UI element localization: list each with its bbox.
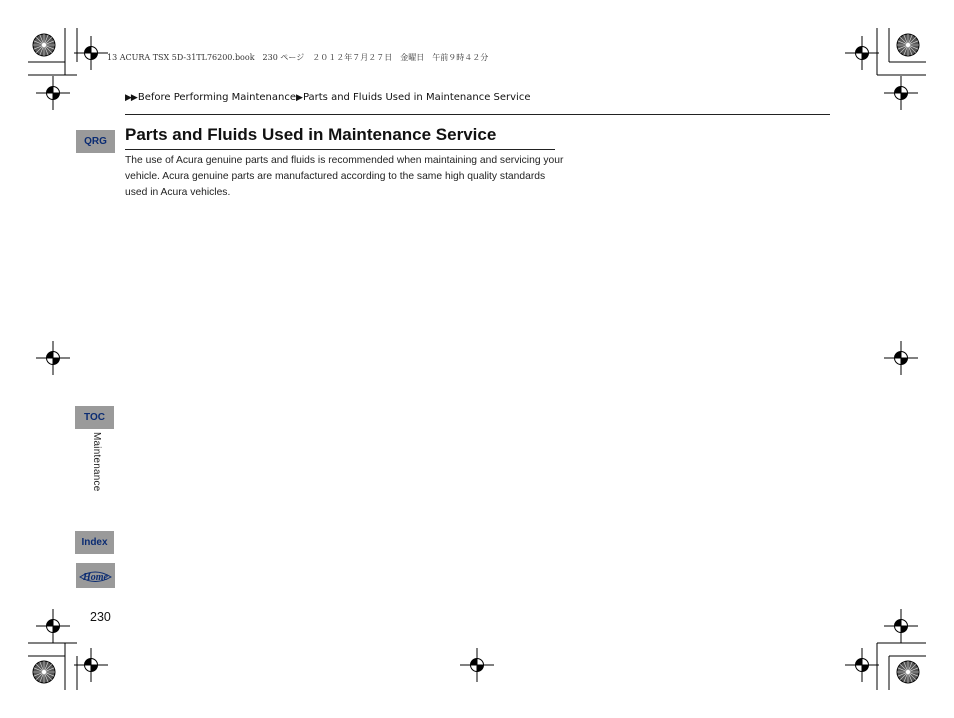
index-tab[interactable]: Index [75, 531, 114, 554]
chapter-side-label: Maintenance [91, 432, 102, 492]
print-header: 13 ACURA TSX 5D-31TL76200.book 230 ページ ２０１２年７月２７日 金曜日 午前９時４２分 [107, 53, 489, 62]
breadcrumb [125, 92, 530, 103]
home-tab[interactable] [76, 563, 115, 588]
breadcrumb-item-parts-and-fluids[interactable]: Parts and Fluids Used in Maintenance Service [302, 92, 531, 103]
breadcrumb-item-before-performing-maintenance[interactable]: Before Performing Maintenance [137, 92, 297, 103]
home-icon [76, 566, 115, 586]
section-body: The use of Acura genuine parts and fluids is recommended when maintaining and servicing your vehicle. Acura genuine parts are manufactured according to the same high quality standards used in Acura vehicles. [125, 155, 564, 198]
home-label: Home [83, 572, 108, 583]
toc-tab[interactable]: TOC [75, 406, 114, 429]
page-number: 230 [90, 610, 111, 624]
breadcrumb-arrows: ▶▶ [125, 93, 137, 103]
page-title: Parts and Fluids Used in Maintenance Service [125, 125, 497, 144]
title-rule [125, 149, 555, 150]
breadcrumb-separator: ▶ [296, 93, 302, 103]
header-rule [125, 114, 830, 115]
qrg-tab[interactable]: QRG [76, 130, 115, 153]
